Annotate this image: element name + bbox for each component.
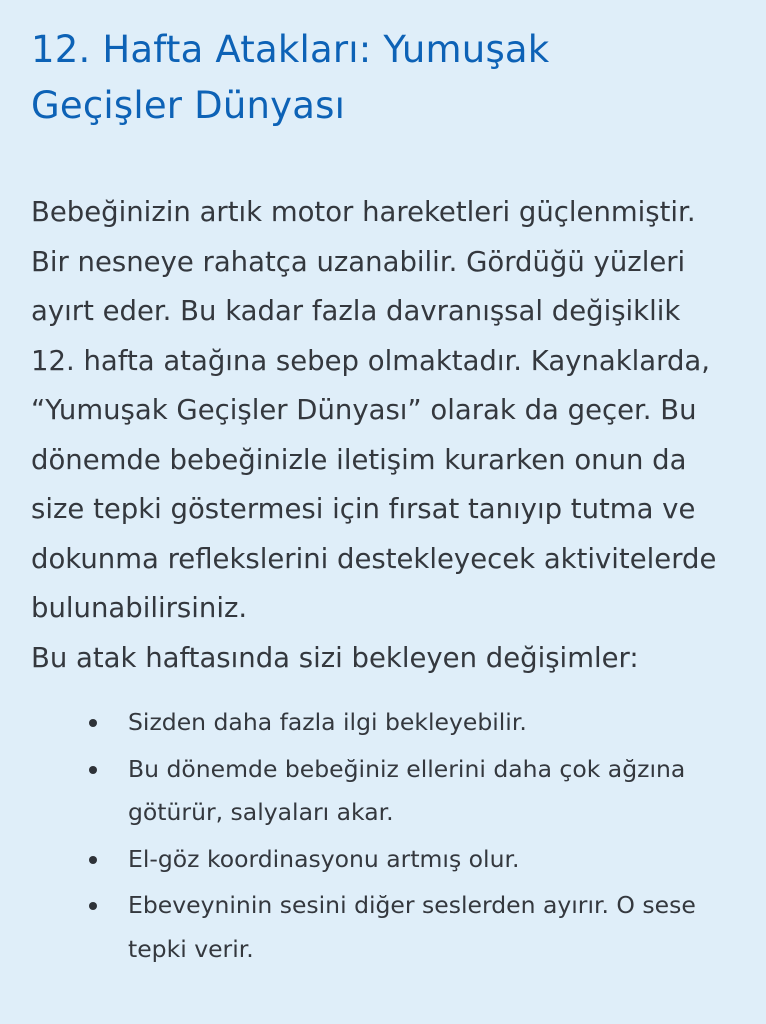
changes-list (31, 701, 766, 971)
bullet-icon (89, 856, 97, 864)
title-line-1: 12. Hafta Atakları: Yumuşak (31, 28, 550, 71)
changes-lead: Bu atak haftasında sizi bekleyen değişimler: (31, 641, 639, 674)
bullet-icon (89, 719, 97, 727)
bullet-icon (89, 902, 97, 910)
change-item-text: Bu dönemde bebeğiniz ellerini daha çok ağzına (128, 754, 686, 783)
change-item-text-continued: götürür, salyaları akar. (128, 798, 394, 826)
title-line-2: Geçişler Dünyası (31, 84, 346, 127)
bullet-icon (89, 766, 97, 774)
change-item (31, 701, 766, 745)
change-item (31, 838, 766, 882)
change-item-text: Sizden daha fazla ilgi bekleyebilir. (128, 708, 527, 736)
change-item-text: Ebeveyninin sesini diğer seslerden ayırır. O sese (128, 891, 696, 919)
change-item-text-continued: tepki verir. (128, 934, 254, 963)
article-title (31, 22, 731, 134)
intro-paragraph: Bebeğinizin artık motor hareketleri güçlenmiştir. Bir nesneye rahatça uzanabilir. Gördüğü yüzleri ayırt eder. Bu kadar fazla davranışsal değişiklik 12. hafta atağına sebep olmaktadır. Kaynaklarda, “Yumuşak Geçişler Dünyası” olarak da geçer. Bu dönemde bebeğinizle iletişim kurarken onun da size tepki göstermesi için fırsat tanıyıp tutma ve dokunma reflekslerini destekleyecek aktivitelerde bulunabilirsiniz. (31, 196, 717, 624)
change-item (31, 884, 766, 971)
change-item-text: El-göz koordinasyonu artmış olur. (128, 844, 520, 873)
change-item (31, 748, 766, 835)
